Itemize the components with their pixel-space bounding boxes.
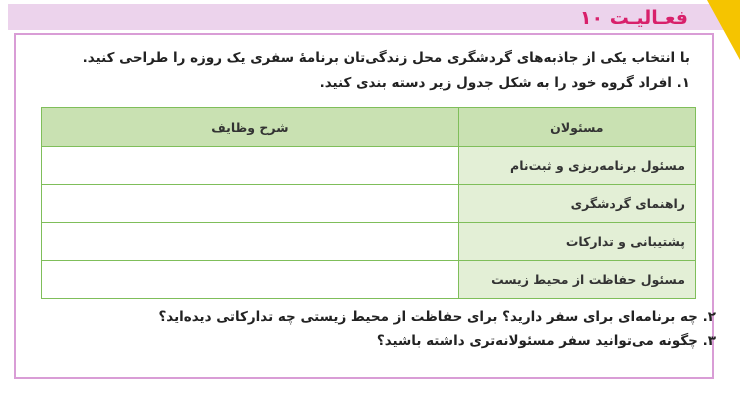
role-cell: پشتیبانی و تدارکات: [458, 223, 695, 261]
roles-table: [41, 107, 696, 299]
header-band: [8, 4, 726, 30]
table-row: [42, 147, 696, 185]
duty-cell[interactable]: [42, 223, 459, 261]
table-row: [42, 185, 696, 223]
table-row: [42, 261, 696, 299]
role-cell: مسئول حفاظت از محیط زیست: [458, 261, 695, 299]
question-1: ۱. افراد گروه خود را به شکل جدول زیر دسته بندی کنید.: [319, 75, 690, 91]
duty-cell[interactable]: [42, 185, 459, 223]
duty-cell[interactable]: [42, 147, 459, 185]
activity-title: فعـالیـت ۱۰: [579, 7, 688, 29]
question-2: ۲. چه برنامه‌ای برای سفر دارید؟ برای حفاظت از محیط زیستی چه تدارکاتی دیده‌اید؟: [158, 309, 716, 325]
frame-top-rule: [14, 33, 714, 35]
duty-cell[interactable]: [42, 261, 459, 299]
header-duties: شرح وظایف: [42, 108, 459, 147]
role-cell: راهنمای گردشگری: [458, 185, 695, 223]
intro-text: با انتخاب یکی از جاذبه‌های گردشگری محل زندگی‌تان برنامهٔ سفری یک روزه را طراحی کنید.: [82, 50, 690, 66]
table-row: [42, 223, 696, 261]
role-cell: مسئول برنامه‌ریزی و ثبت‌نام: [458, 147, 695, 185]
question-3: ۳. چگونه می‌توانید سفر مسئولانه‌تری داشته باشید؟: [376, 333, 716, 349]
header-role: مسئولان: [458, 108, 695, 147]
table-header-row: [42, 108, 696, 147]
